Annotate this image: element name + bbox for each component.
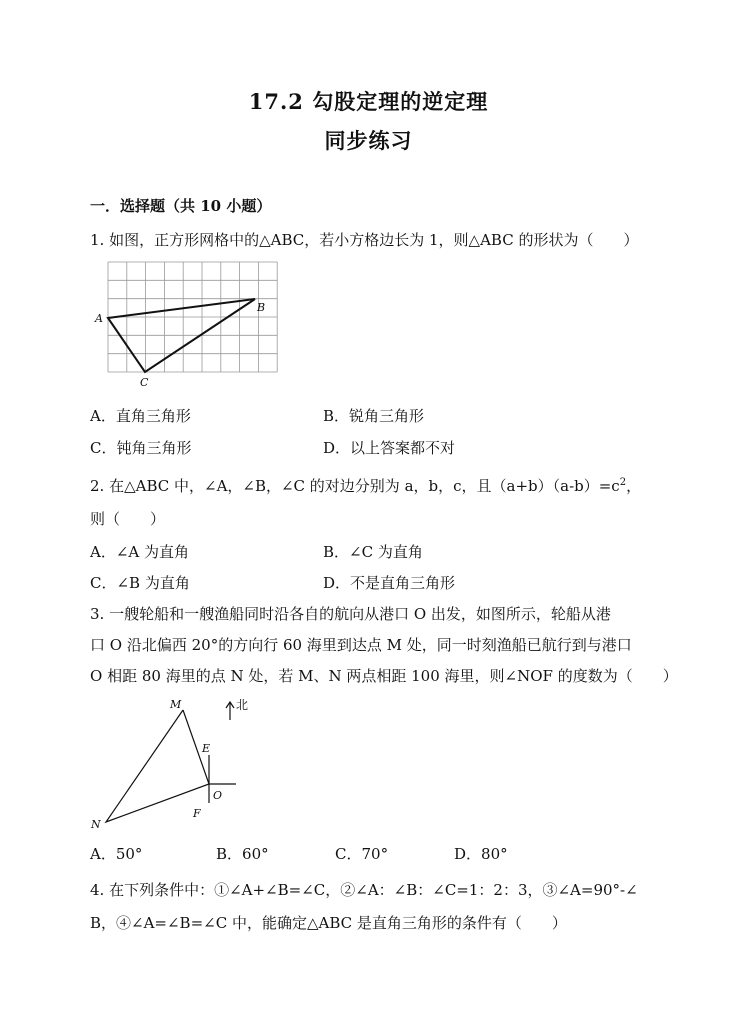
q1-option-c: C．钝角三角形	[90, 439, 192, 457]
section-heading: 一．选择题（共 10 小题）	[90, 197, 272, 215]
label-e: E	[202, 742, 211, 755]
q1-option-a: A．直角三角形	[90, 407, 191, 425]
q2-text: 2. 在△ABC 中，∠A，∠B，∠C 的对边分别为 a，b，c，且（a+b）（a-b）=c	[90, 477, 620, 495]
q2-superscript: 2	[619, 477, 627, 488]
label-m: M	[170, 698, 182, 711]
question-2-line-2: 则（ ）	[90, 510, 166, 528]
q2-option-a: A．∠A 为直角	[90, 543, 190, 561]
label-c: C	[140, 376, 149, 389]
label-north: 北	[236, 698, 249, 712]
q3-option-c: C．70°	[335, 845, 389, 863]
q2-option-c: C．∠B 为直角	[90, 574, 190, 592]
q2-option-d: D．不是直角三角形	[323, 574, 456, 592]
q3-option-d: D．80°	[454, 845, 508, 863]
question-4-line-2: B，④∠A=∠B=∠C 中，能确定△ABC 是直角三角形的条件有（ ）	[90, 914, 567, 932]
q2-line-end: ，	[626, 477, 642, 495]
question-1-text: 1. 如图，正方形网格中的△ABC，若小方格边长为 1，则△ABC 的形状为（ ）	[90, 231, 639, 249]
question-3-line-2: 口 O 沿北偏西 20°的方向行 60 海里到达点 M 处，同一时刻渔船已航行到与港口	[90, 636, 632, 654]
label-o: O	[213, 789, 223, 802]
label-b: B	[257, 301, 266, 314]
page-subtitle: 同步练习	[324, 128, 413, 153]
triangle-mon	[106, 710, 209, 822]
question-2-line-1	[90, 475, 641, 496]
question-3-line-1: 3. 一艘轮船和一艘渔船同时沿各自的航向从港口 O 出发，如图所示，轮船从港	[90, 605, 611, 623]
q1-option-b: B．锐角三角形	[323, 407, 425, 425]
q1-option-d: D．以上答案都不对	[323, 439, 456, 457]
q3-option-a: A．50°	[90, 845, 143, 863]
question-3-navigation-figure	[88, 695, 258, 835]
question-3-line-3: O 相距 80 海里的点 N 处，若 M、N 两点相距 100 海里，则∠NOF 的度数为（ ）	[90, 667, 678, 685]
q2-option-b: B．∠C 为直角	[323, 543, 423, 561]
question-4-line-1: 4. 在下列条件中：①∠A+∠B=∠C，②∠A：∠B：∠C=1：2：3，③∠A=90°-∠	[90, 881, 638, 899]
page-title: 17.2 勾股定理的逆定理	[248, 89, 489, 114]
q3-option-b: B．60°	[216, 845, 269, 863]
question-1-grid-figure	[95, 262, 285, 387]
label-n: N	[91, 818, 101, 831]
label-f: F	[193, 807, 201, 820]
label-a: A	[95, 312, 103, 325]
